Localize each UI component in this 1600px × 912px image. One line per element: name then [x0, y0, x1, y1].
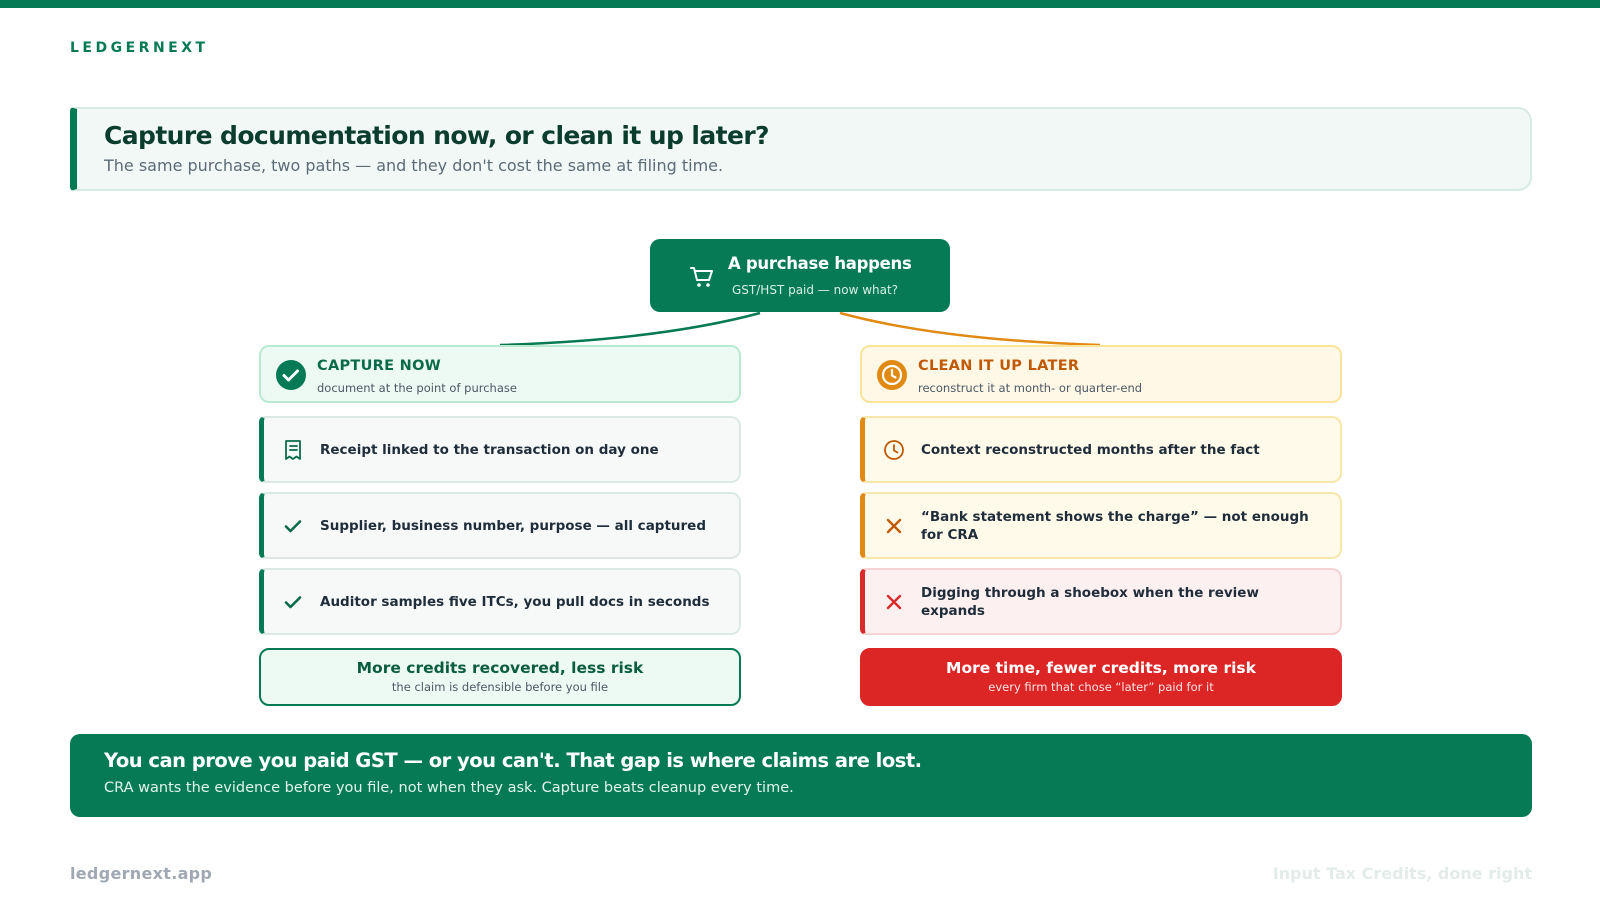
- check-icon: [282, 515, 304, 537]
- clean-later-title: CLEAN IT UP LATER: [918, 358, 1080, 374]
- clean-later-header: [860, 345, 1342, 403]
- brand-logo: LEDGERNEXT: [70, 40, 209, 56]
- root-subtitle: GST/HST paid — now what?: [732, 283, 899, 297]
- connector-left: [500, 313, 760, 345]
- cleanup-item-text: Digging through a shoebox when the review expands: [921, 584, 1259, 619]
- capture-now-title: CAPTURE NOW: [317, 358, 442, 374]
- x-icon: [883, 591, 905, 613]
- conclusion-banner: [70, 734, 1532, 817]
- capture-item-auditor: [259, 568, 741, 635]
- check-icon: [282, 591, 304, 613]
- clean-later-subtitle: reconstruct it at month- or quarter-end: [918, 381, 1143, 395]
- cart-icon: [688, 262, 716, 290]
- capture-now-subtitle: document at the point of purchase: [317, 381, 517, 395]
- header-card: [70, 107, 1532, 191]
- outcome-title: More time, fewer credits, more risk: [946, 659, 1256, 677]
- capture-item-text: Supplier, business number, purpose — all captured: [320, 517, 707, 534]
- outcome-title: More credits recovered, less risk: [356, 659, 644, 677]
- page-subtitle: The same purchase, two paths — and they don't cost the same at filing time.: [104, 156, 724, 175]
- outcome-subtitle: every firm that chose “later” paid for it: [988, 680, 1214, 694]
- cleanup-item-text: “Bank statement shows the charge” — not enough for CRA: [921, 508, 1309, 543]
- footer-url: ledgernext.app: [70, 864, 213, 883]
- outcome-subtitle: the claim is defensible before you file: [391, 680, 609, 694]
- cleanup-item-bank-statement: [860, 492, 1342, 559]
- connector-right: [840, 313, 1100, 345]
- capture-now-header: [259, 345, 741, 403]
- x-icon: [883, 515, 905, 537]
- clock-circle-icon: [876, 359, 908, 391]
- banner-subtitle: CRA wants the evidence before you file, not when they ask. Capture beats cleanup every time.: [104, 780, 794, 796]
- banner-title: You can prove you paid GST — or you can't. That gap is where claims are lost.: [104, 749, 922, 772]
- cleanup-item-text: Context reconstructed months after the fact: [921, 441, 1260, 458]
- check-circle-icon: [275, 359, 307, 391]
- cleanup-item-shoebox: [860, 568, 1342, 635]
- capture-item-supplier: [259, 492, 741, 559]
- capture-now-outcome: [259, 648, 741, 706]
- capture-item-text: Auditor samples five ITCs, you pull docs in seconds: [320, 593, 710, 610]
- clock-icon: [883, 439, 905, 461]
- root-title: A purchase happens: [728, 254, 912, 273]
- capture-item-text: Receipt linked to the transaction on day one: [320, 441, 659, 458]
- receipt-icon: [282, 439, 304, 461]
- capture-item-receipt: [259, 416, 741, 483]
- footer-tagline: Input Tax Credits, done right: [1272, 864, 1532, 883]
- top-accent-bar: [0, 0, 1600, 8]
- cleanup-item-context: [860, 416, 1342, 483]
- page-title: Capture documentation now, or clean it up later?: [104, 121, 769, 150]
- clean-later-outcome: [860, 648, 1342, 706]
- root-node: [650, 239, 950, 312]
